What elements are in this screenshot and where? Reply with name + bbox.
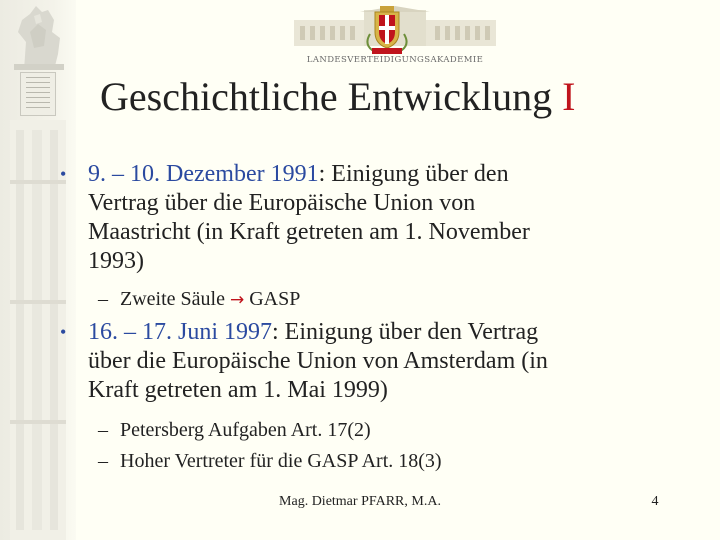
bullet-text-line: 1993) — [88, 248, 144, 274]
bullet-text — [88, 160, 660, 276]
sub-bullet-dash: – — [98, 419, 108, 441]
sub-bullet-dash: – — [98, 288, 108, 310]
sub-bullet-text: Hoher Vertreter für die GASP Art. 18(3) — [120, 450, 442, 472]
bullet-text-line: Kraft getreten am 1. Mai 1999) — [88, 377, 388, 403]
bullet-marker: • — [60, 164, 67, 184]
bullet-date: 9. – 10. Dezember 1991 — [88, 161, 319, 187]
sub-bullet-item — [98, 417, 658, 443]
bullet-text-line: Maastricht (in Kraft getreten am 1. November — [88, 219, 530, 245]
building-facade-image — [10, 120, 66, 540]
sub-bullet-dash: – — [98, 450, 108, 472]
bullet-text-line: über die Europäische Union von Amsterdam (in — [88, 348, 548, 374]
statue-image — [4, 2, 72, 72]
sub-bullet-text: Zweite Säule — [120, 288, 225, 310]
bullet-marker: • — [60, 322, 67, 342]
bullet-text-line: Vertrag über die Europäische Union von — [88, 190, 476, 216]
arrow-right-icon: → — [229, 290, 245, 310]
sub-bullet-text: Petersberg Aufgaben Art. 17(2) — [120, 419, 371, 441]
sub-bullet-text: GASP — [249, 288, 301, 310]
sub-bullet-item — [98, 286, 658, 313]
bullet-text-line1: : Einigung über den — [318, 161, 509, 187]
bullet-text — [88, 318, 660, 405]
bullet-item — [60, 318, 660, 405]
slide-title — [100, 73, 660, 121]
slide-title-numeral: I — [562, 74, 576, 119]
bullet-item — [60, 160, 660, 276]
bullet-date: 16. – 17. Juni 1997 — [88, 319, 273, 345]
page-number: 4 — [651, 494, 659, 509]
bullet-text-line1: : Einigung über den Vertrag — [272, 319, 539, 345]
footer-author: Mag. Dietmar PFARR, M.A. — [279, 494, 441, 509]
academy-crest-icon — [362, 4, 412, 56]
sub-bullet-item — [98, 448, 658, 474]
academy-name: LANDESVERTEIDIGUNGSAKADEMIE — [306, 55, 484, 65]
plaque-image — [20, 72, 56, 116]
slide-title-main: Geschichtliche Entwicklung — [100, 74, 553, 119]
